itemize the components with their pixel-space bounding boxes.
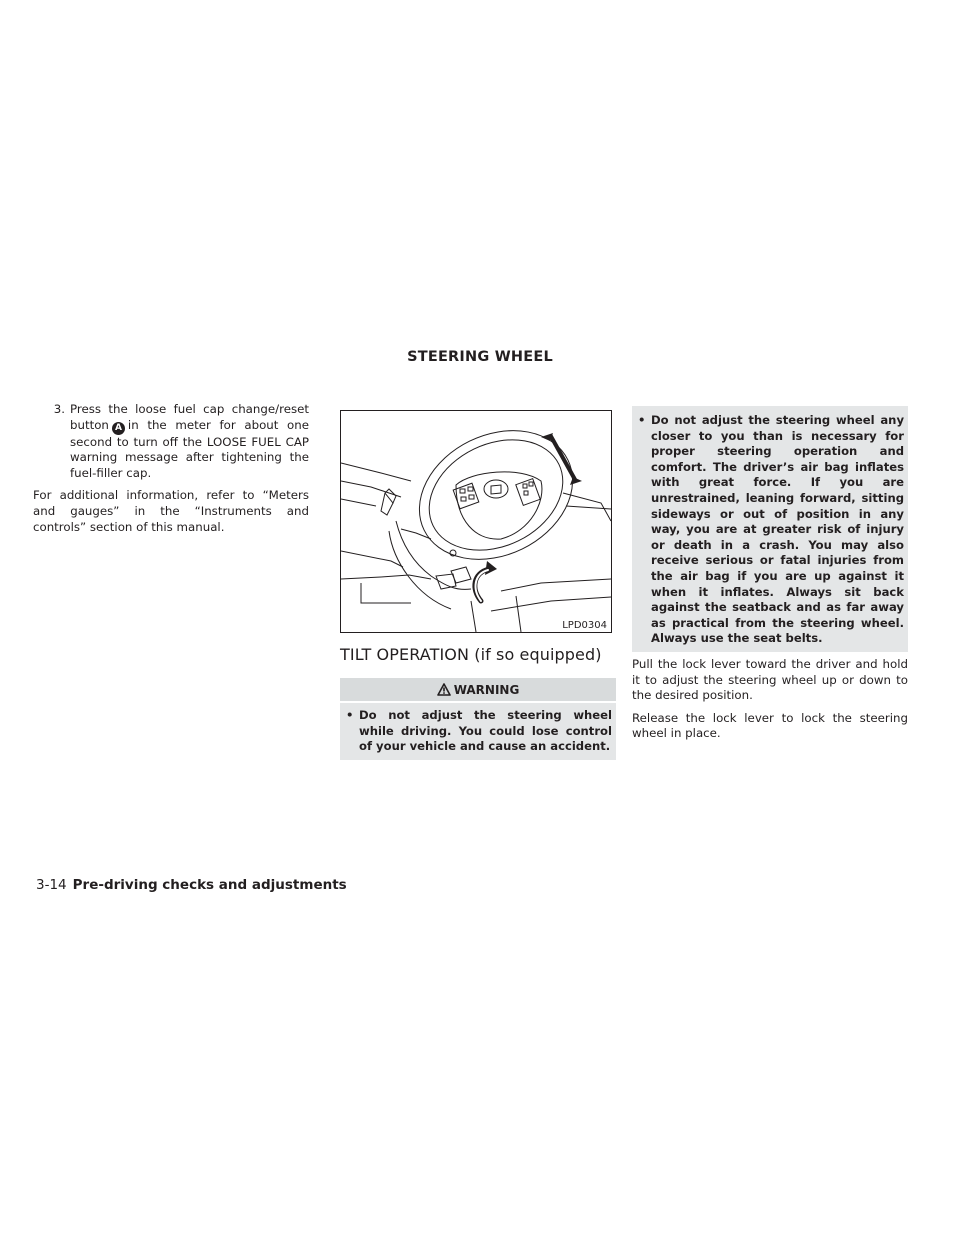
bullet-icon: • <box>346 708 354 722</box>
section-title: STEERING WHEEL <box>407 349 553 365</box>
column-middle <box>340 406 616 760</box>
steering-wheel-drawing <box>341 411 611 632</box>
page-footer <box>36 877 347 893</box>
lock-lever-paragraph: Pull the lock lever toward the driver and hold it to adjust the steering wheel up or down to the desired position. <box>632 656 908 703</box>
step-text-end: in the meter for about one second to turn off the LOOSE FUEL CAP warning message after tightening the fuel-filler cap. <box>70 417 309 480</box>
reference-paragraph: For additional information, refer to “Meters and gauges” in the “Instruments and controls” section of this manual. <box>33 488 309 534</box>
step-text <box>70 402 309 481</box>
tilt-operation-heading: TILT OPERATION (if so equipped) <box>340 645 602 664</box>
step-number: 3. <box>53 402 65 416</box>
warning-title: WARNING <box>453 682 520 697</box>
callout-a-icon: A <box>112 422 125 435</box>
warning-bullet-text: Do not adjust the steering wheel while driving. You could lose control of your vehicle and cause an accident. <box>359 708 612 754</box>
figure-id-label: LPD0304 <box>562 620 607 631</box>
warning-bullet-text: Do not adjust the steering wheel any closer to you than is necessary for proper steering operation and comfort. The driver’s air bag inflates with great force. If you are unrestrained, leaning forward, sitting sideways or out of position in any way, you are at greater risk of injury or death in a crash. You may also receive serious or fatal injuries from the air bag if you are up against it when it inflates. Always sit back against the seatback and as far away as practical from the steering wheel. Always use the seat belts. <box>651 413 904 646</box>
release-paragraph: Release the lock lever to lock the steering wheel in place. <box>632 710 908 741</box>
warning-bullet <box>635 413 904 647</box>
column-left <box>33 402 309 535</box>
warning-bullet <box>343 708 612 755</box>
warning-triangle-icon <box>437 683 451 696</box>
warning-continued-body <box>632 406 908 652</box>
page-number: 3-14 <box>36 877 67 893</box>
warning-header <box>340 678 616 701</box>
chapter-title: Pre-driving checks and adjustments <box>72 877 347 893</box>
bullet-icon: • <box>638 413 646 427</box>
steering-wheel-illustration <box>340 410 612 633</box>
numbered-step <box>33 402 309 481</box>
column-right <box>632 406 908 742</box>
step-text-start: Press the loose fuel cap change/reset button <box>70 402 309 432</box>
warning-body <box>340 703 616 760</box>
